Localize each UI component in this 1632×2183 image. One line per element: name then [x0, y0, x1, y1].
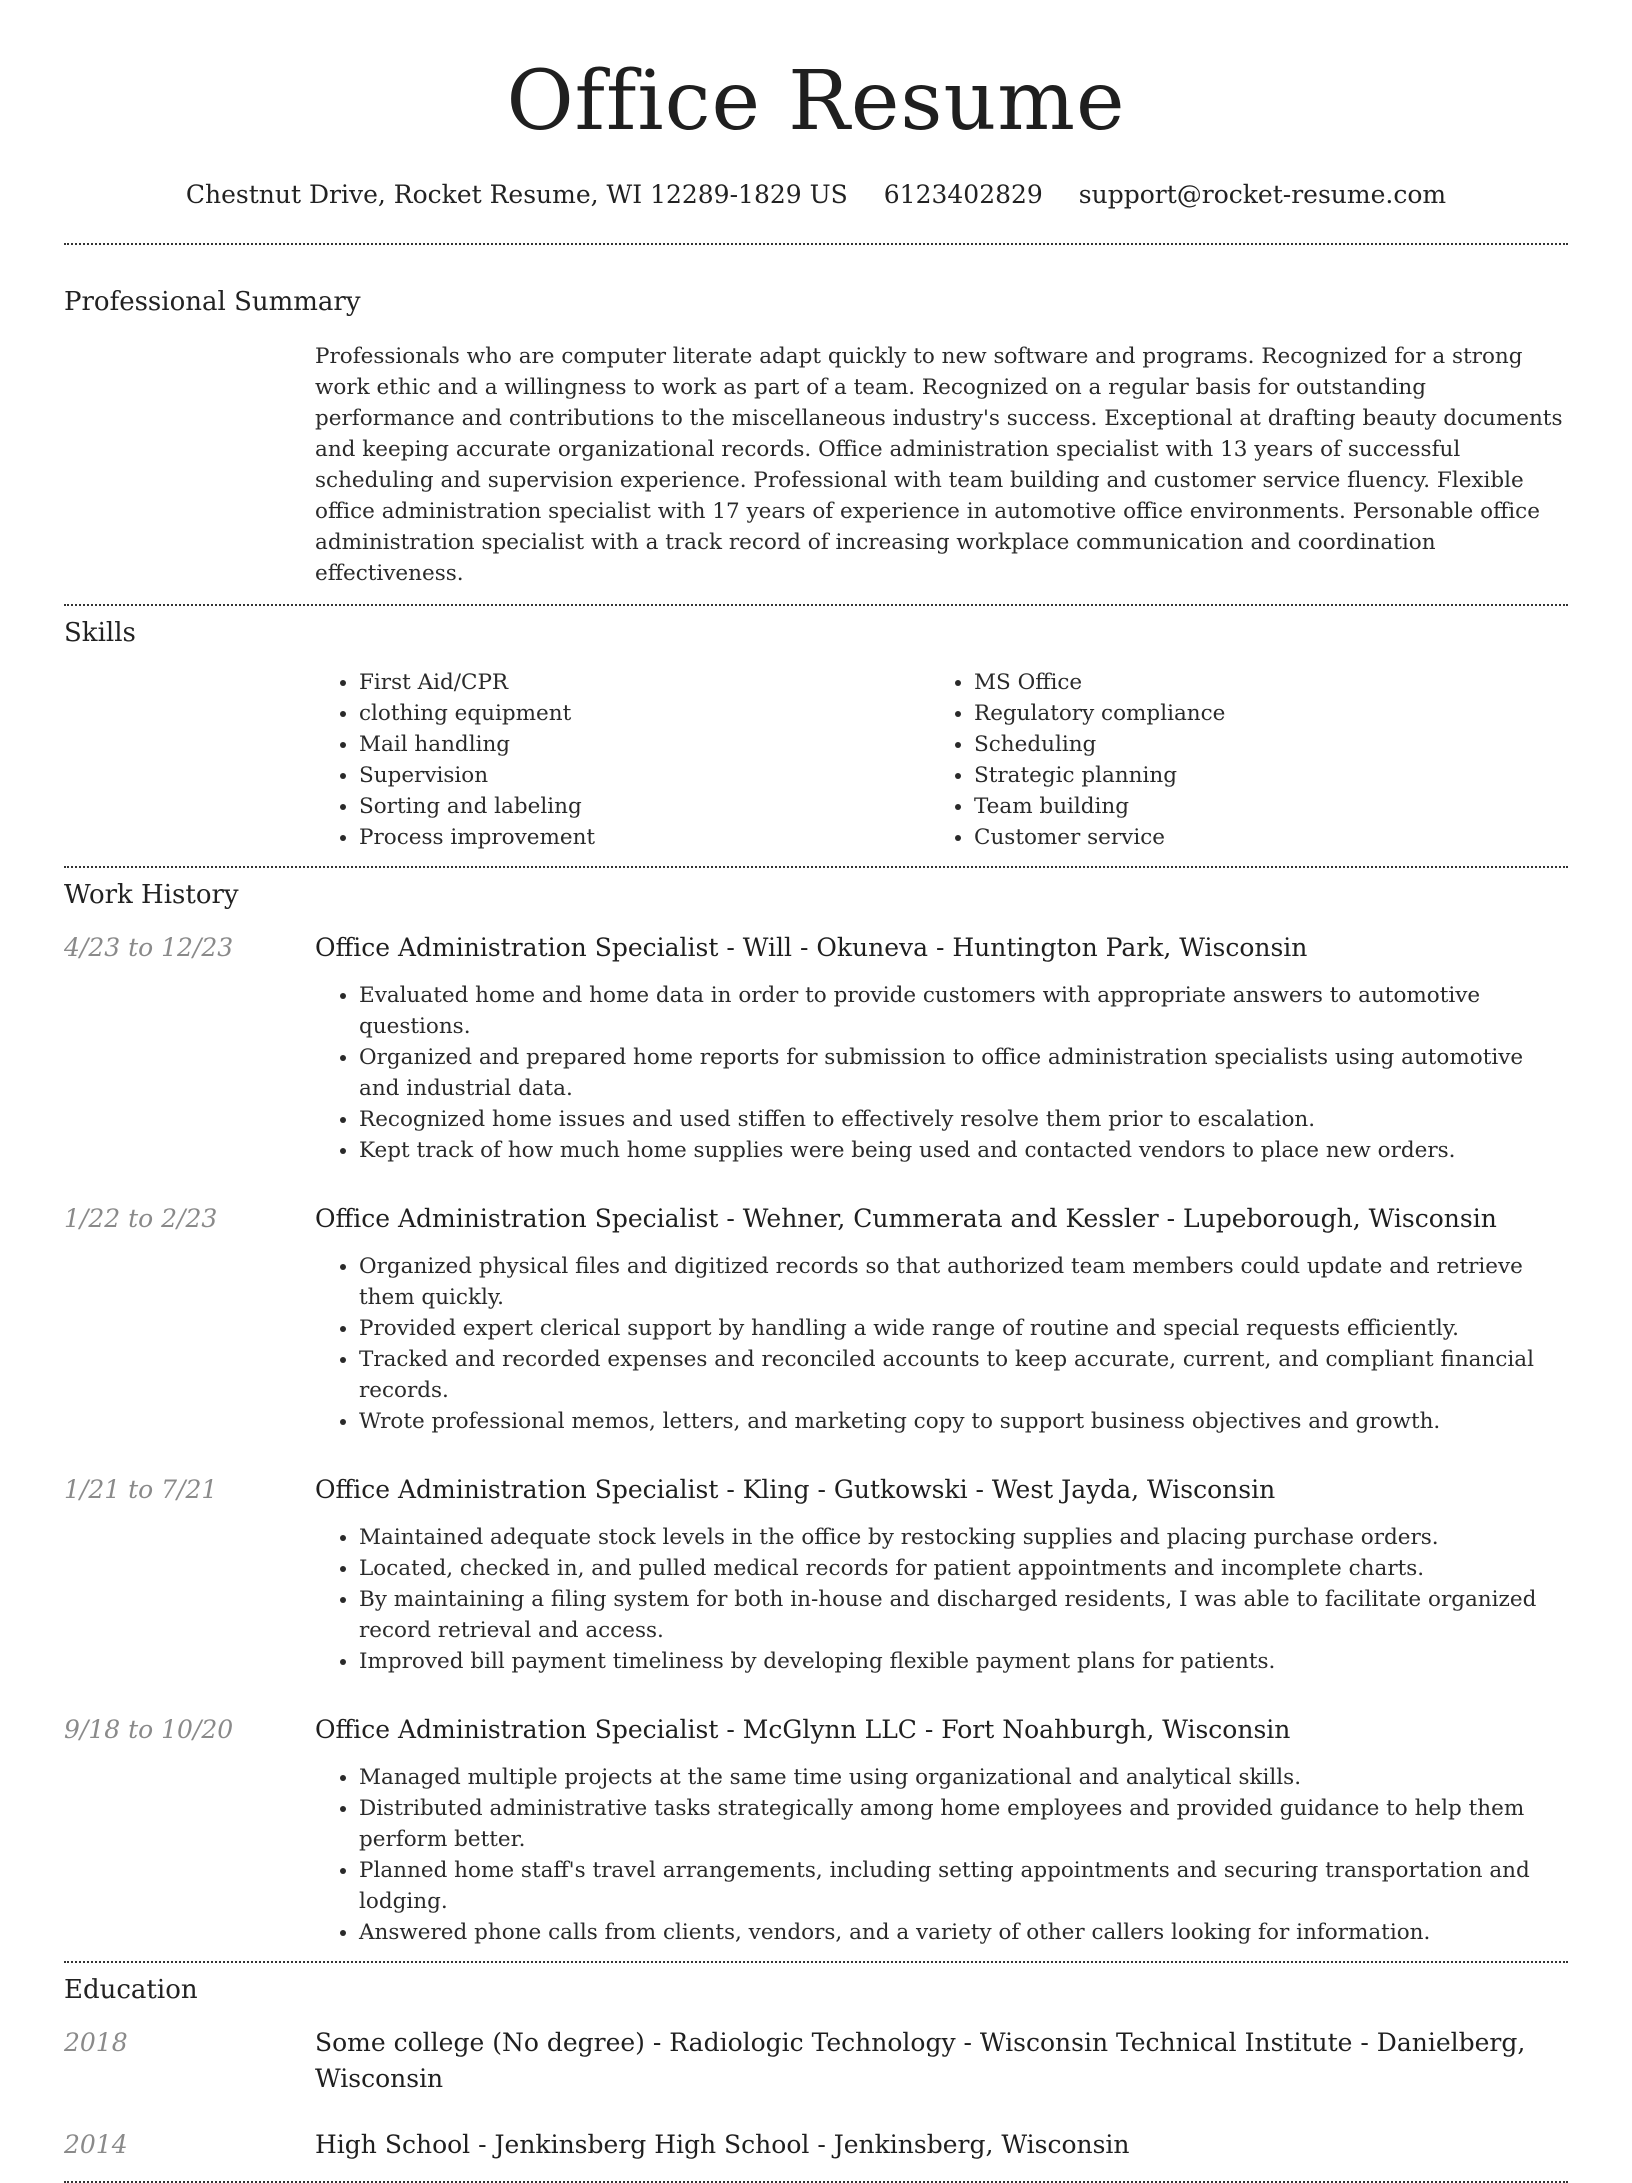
- job-bullet: • Evaluated home and home data in order to provide customers with appropriate answers to automotive questions.: [359, 980, 1568, 1042]
- job-bullet: • Managed multiple projects at the same time using organizational and analytical skills.: [359, 1762, 1568, 1793]
- job-bullet: • Maintained adequate stock levels in the office by restocking supplies and placing purchase orders.: [359, 1522, 1568, 1553]
- skill-item: • Scheduling: [974, 729, 1545, 760]
- job-bullet: • Recognized home issues and used stiffen to effectively resolve them prior to escalation.: [359, 1104, 1568, 1135]
- skill-item: • Supervision: [359, 760, 930, 791]
- job-title: Office Administration Specialist - Will - Okuneva - Huntington Park, Wisconsin: [315, 933, 1308, 962]
- skill-item: • Sorting and labeling: [359, 791, 930, 822]
- job-title: Office Administration Specialist - McGlynn LLC - Fort Noahburgh, Wisconsin: [315, 1715, 1291, 1744]
- job-entry: [64, 1201, 1568, 1437]
- divider: [64, 604, 1568, 606]
- job-date: 1/21 to 7/21: [64, 1475, 218, 1504]
- summary-text: Professionals who are computer literate adapt quickly to new software and programs. Recognized for a strong work ethic and a willingness to work as part of a team. Recognized on a regular basis for outstanding performance and contributions to the miscellaneous industry's success. Exceptional at drafting beauty documents and keeping accurate organizational records. Office administration specialist with 13 years of successful scheduling and supervision experience. Professional with team building and customer service fluency. Flexible office administration specialist with 17 years of experience in automotive office environments. Personable office administration specialist with a track record of increasing workplace communication and coordination effectiveness.: [315, 344, 1563, 586]
- skill-item: • Regulatory compliance: [974, 698, 1545, 729]
- education-entry: [64, 2127, 1568, 2163]
- job-bullets: [315, 980, 1568, 1166]
- skill-item: • MS Office: [974, 667, 1545, 698]
- divider: [64, 1961, 1568, 1963]
- job-bullet: • Organized physical files and digitized records so that authorized team members could update and retrieve them quickly.: [359, 1251, 1568, 1313]
- education-details: [315, 2127, 1568, 2163]
- job-details: [315, 1201, 1568, 1437]
- job-bullet: • Answered phone calls from clients, vendors, and a variety of other callers looking for information.: [359, 1917, 1568, 1948]
- skill-item: • Process improvement: [359, 822, 930, 853]
- education-heading: Education: [64, 1975, 198, 2005]
- skill-item: • Customer service: [974, 822, 1545, 853]
- job-date: 9/18 to 10/20: [64, 1715, 234, 1744]
- job-date: 4/23 to 12/23: [64, 933, 234, 962]
- job-bullet: • By maintaining a filing system for both in-house and discharged residents, I was able to facilitate organized record retrieval and access.: [359, 1584, 1568, 1646]
- skills-column-right: [930, 667, 1545, 853]
- job-bullets: [315, 1251, 1568, 1437]
- education-entry: [64, 2025, 1568, 2097]
- contact-email: support@rocket-resume.com: [1078, 180, 1447, 209]
- education-title: Some college (No degree) - Radiologic Technology - Wisconsin Technical Institute - Danielberg, Wisconsin: [315, 2028, 1526, 2093]
- job-bullet: • Improved bill payment timeliness by developing flexible payment plans for patients.: [359, 1646, 1568, 1677]
- job-bullet: • Distributed administrative tasks strategically among home employees and provided guidance to help them perform better.: [359, 1793, 1568, 1855]
- job-bullet: • Planned home staff's travel arrangements, including setting appointments and securing transportation and lodging.: [359, 1855, 1568, 1917]
- skill-item: • Mail handling: [359, 729, 930, 760]
- job-date: 1/22 to 2/23: [64, 1204, 218, 1233]
- skill-item: • Strategic planning: [974, 760, 1545, 791]
- education-title: High School - Jenkinsberg High School - Jenkinsberg, Wisconsin: [315, 2130, 1130, 2159]
- skills-column-left: [315, 667, 930, 853]
- job-entry: [64, 1472, 1568, 1677]
- contact-line: [0, 180, 1632, 209]
- job-bullet: • Provided expert clerical support by handling a wide range of routine and special requests efficiently.: [359, 1313, 1568, 1344]
- work-heading: Work History: [64, 880, 239, 910]
- job-bullet: • Organized and prepared home reports for submission to office administration specialists using automotive and industrial data.: [359, 1042, 1568, 1104]
- skill-item: • clothing equipment: [359, 698, 930, 729]
- job-entry: [64, 1712, 1568, 1948]
- skills-list: [315, 667, 1568, 853]
- contact-address: Chestnut Drive, Rocket Resume, WI 12289-1829 US: [185, 180, 848, 209]
- job-bullets: [315, 1762, 1568, 1948]
- skill-item: • Team building: [974, 791, 1545, 822]
- job-bullet: • Kept track of how much home supplies were being used and contacted vendors to place new orders.: [359, 1135, 1568, 1166]
- job-bullet: • Tracked and recorded expenses and reconciled accounts to keep accurate, current, and compliant financial records.: [359, 1344, 1568, 1406]
- education-details: [315, 2025, 1568, 2097]
- job-title: Office Administration Specialist - Wehner, Cummerata and Kessler - Lupeborough, Wisconsin: [315, 1204, 1497, 1233]
- job-entry: [64, 930, 1568, 1166]
- divider: [64, 243, 1568, 245]
- summary-heading: Professional Summary: [64, 287, 361, 317]
- job-bullet: • Located, checked in, and pulled medical records for patient appointments and incomplete charts.: [359, 1553, 1568, 1584]
- education-date: 2018: [64, 2028, 128, 2057]
- job-title: Office Administration Specialist - Kling - Gutkowski - West Jayda, Wisconsin: [315, 1475, 1276, 1504]
- resume-header: [0, 0, 1632, 209]
- resume-name: Office Resume: [506, 54, 1126, 149]
- skills-heading: Skills: [64, 618, 136, 648]
- job-details: [315, 930, 1568, 1166]
- job-bullets: [315, 1522, 1568, 1677]
- education-date: 2014: [64, 2130, 128, 2159]
- skill-item: • First Aid/CPR: [359, 667, 930, 698]
- job-details: [315, 1472, 1568, 1677]
- contact-phone: 6123402829: [883, 180, 1043, 209]
- job-details: [315, 1712, 1568, 1948]
- divider: [64, 866, 1568, 868]
- job-bullet: • Wrote professional memos, letters, and marketing copy to support business objectives and growth.: [359, 1406, 1568, 1437]
